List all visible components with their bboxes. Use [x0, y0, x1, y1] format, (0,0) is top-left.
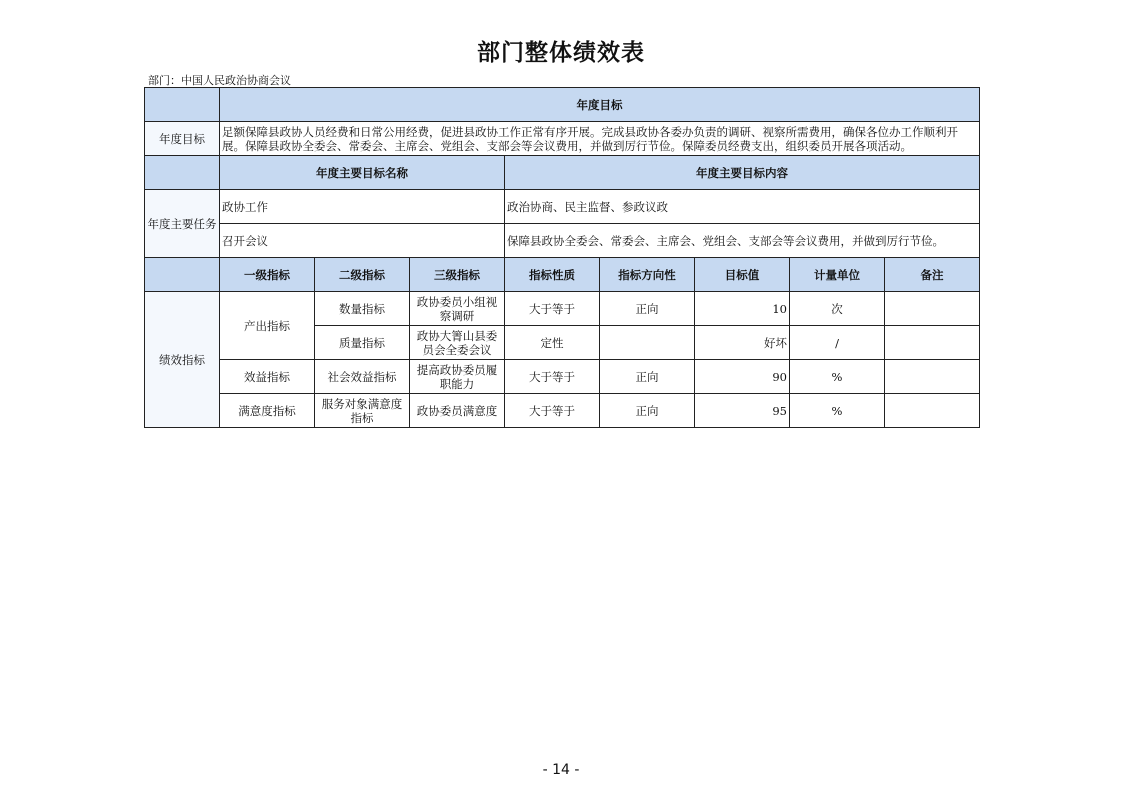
indicator-unit: %	[790, 394, 885, 428]
corner-cell	[145, 156, 220, 190]
task-row	[145, 190, 980, 224]
indicator-target: 95	[695, 394, 790, 428]
header-level3: 三级指标	[410, 258, 505, 292]
indicator-row	[145, 360, 980, 394]
indicator-direction: 正向	[600, 394, 695, 428]
indicator-nature: 大于等于	[505, 360, 600, 394]
task-name: 召开会议	[220, 224, 505, 258]
annual-goal-header-row	[145, 88, 980, 122]
indicator-direction	[600, 326, 695, 360]
indicator-level3: 政协大箐山县委员会全委会议	[410, 326, 505, 360]
indicator-level1: 满意度指标	[220, 394, 315, 428]
indicator-level1: 效益指标	[220, 360, 315, 394]
indicator-direction: 正向	[600, 360, 695, 394]
corner-cell	[145, 88, 220, 122]
tasks-label: 年度主要任务	[145, 190, 220, 258]
indicator-level3: 政协委员小组视察调研	[410, 292, 505, 326]
indicator-note	[885, 326, 980, 360]
indicator-row	[145, 394, 980, 428]
task-row	[145, 224, 980, 258]
task-name: 政协工作	[220, 190, 505, 224]
header-note: 备注	[885, 258, 980, 292]
indicator-target: 好坏	[695, 326, 790, 360]
header-level1: 一级指标	[220, 258, 315, 292]
task-name-header: 年度主要目标名称	[220, 156, 505, 190]
indicator-level3: 政协委员满意度	[410, 394, 505, 428]
indicators-header-row	[145, 258, 980, 292]
indicator-target: 90	[695, 360, 790, 394]
indicator-note	[885, 360, 980, 394]
indicator-note	[885, 292, 980, 326]
indicator-level2: 服务对象满意度指标	[315, 394, 410, 428]
department-label: 部门：中国人民政治协商会议	[148, 74, 291, 87]
task-content: 政治协商、民主监督、参政议政	[505, 190, 980, 224]
indicator-note	[885, 394, 980, 428]
tasks-header-row	[145, 156, 980, 190]
indicator-level2: 质量指标	[315, 326, 410, 360]
indicator-unit: /	[790, 326, 885, 360]
indicator-nature: 大于等于	[505, 394, 600, 428]
indicator-level3: 提高政协委员履职能力	[410, 360, 505, 394]
corner-cell	[145, 258, 220, 292]
indicator-level2: 数量指标	[315, 292, 410, 326]
annual-goal-row	[145, 122, 980, 156]
indicator-level2: 社会效益指标	[315, 360, 410, 394]
page-title: 部门整体绩效表	[477, 40, 645, 66]
indicator-unit: 次	[790, 292, 885, 326]
indicators-label: 绩效指标	[145, 292, 220, 428]
annual-goal-label: 年度目标	[145, 122, 220, 156]
indicator-unit: %	[790, 360, 885, 394]
indicator-direction: 正向	[600, 292, 695, 326]
annual-goal-text: 足额保障县政协人员经费和日常公用经费，促进县政协工作正常有序开展。完成县政协各委办负责的调研、视察所需费用，确保各位办工作顺利开展。保障县政协全委会、常委会、主席会、党组会、支部会等会议费用，并做到厉行节俭。保障委员经费支出，组织委员开展各项活动。	[220, 122, 980, 156]
header-nature: 指标性质	[505, 258, 600, 292]
header-target: 目标值	[695, 258, 790, 292]
indicator-nature: 大于等于	[505, 292, 600, 326]
header-unit: 计量单位	[790, 258, 885, 292]
header-level2: 二级指标	[315, 258, 410, 292]
task-content: 保障县政协全委会、常委会、主席会、党组会、支部会等会议费用，并做到厉行节俭。	[505, 224, 980, 258]
indicator-row	[145, 292, 980, 326]
indicator-level1: 产出指标	[220, 292, 315, 360]
annual-goal-header: 年度目标	[220, 88, 980, 122]
indicator-nature: 定性	[505, 326, 600, 360]
page-number: - 14 -	[542, 762, 580, 778]
header-direction: 指标方向性	[600, 258, 695, 292]
task-content-header: 年度主要目标内容	[505, 156, 980, 190]
performance-table	[144, 87, 980, 428]
indicator-target: 10	[695, 292, 790, 326]
